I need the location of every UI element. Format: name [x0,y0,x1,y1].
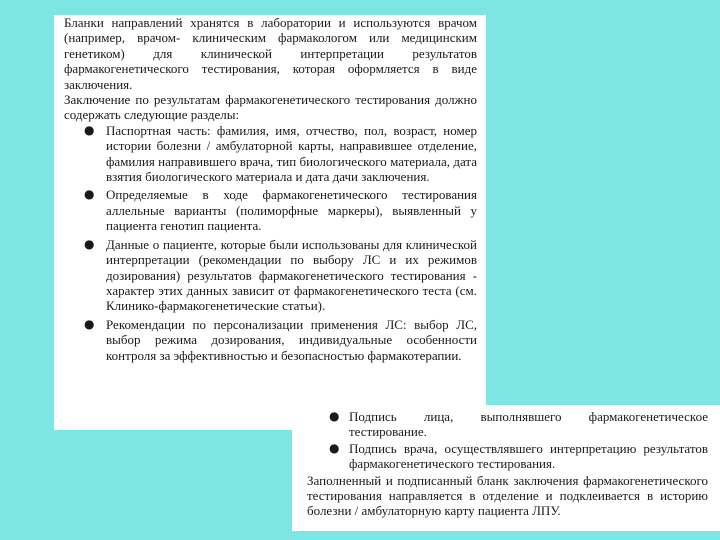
list-item-text: Данные о пациенте, которые были использованы для клинической интерпретации (рекомендации по выбору ЛС и их режимов дозирования) результатов фармакогенетического тестирования - характер этих данных зависит от фармакогенетического теста (см. Клинико-фармакогенетические статьи). [106,236,477,314]
list-item [64,317,477,363]
signatures-list [307,409,708,472]
sections-lead-paragraph: Заключение по результатам фармакогенетического тестирования должно содержать следующие разделы: [64,92,477,123]
document-page-2 [292,405,720,531]
list-item [307,409,708,440]
intro-paragraph: Бланки направлений хранятся в лаборатории и используются врачом (например, врачом- клиническим фармакологом или медицинским генетиком) для клинической интерпретации результатов фармакогенетического тестирования, которая оформляется в виде заключения. [64,15,477,92]
document-page-1 [54,15,486,430]
list-item-text: Определяемые в ходе фармакогенетического тестирования аллельные варианты (полиморфные маркеры), выявленный у пациента генотип пациента. [106,187,477,234]
bullet-icon: ● [329,440,340,455]
bullet-icon: ● [329,409,340,423]
list-item-text: Подпись лица, выполнявшего фармакогенетическое тестирование. [349,409,708,440]
list-item-text: Подпись врача, осуществлявшего интерпретацию результатов фармакогенетического тестирования. [349,440,708,472]
list-item [64,187,477,233]
list-item-text: Паспортная часть: фамилия, имя, отчество, пол, возраст, номер истории болезни / амбулаторной карты, направившее отделение, фамилия направившего врача, тип биологического материала, дата взятия биологического материала и дата дачи заключения. [106,122,477,185]
bullet-icon: ● [84,316,95,331]
list-item-text: Рекомендации по персонализации применения ЛС: выбор ЛС, выбор режима дозирования, индивидуальные особенности контроля за эффективностью и безопасностью фармакотерапии. [106,316,477,363]
sections-list [64,123,477,363]
bullet-icon: ● [84,236,95,251]
closing-paragraph: Заполненный и подписанный бланк заключения фармакогенетического тестирования направляется в отделение и подклеивается в историю болезни / амбулаторную карту пациента ЛПУ. [307,472,708,519]
bullet-icon: ● [84,122,95,137]
list-item [307,441,708,472]
list-item [64,237,477,314]
list-item [64,123,477,185]
bullet-icon: ● [84,187,95,202]
